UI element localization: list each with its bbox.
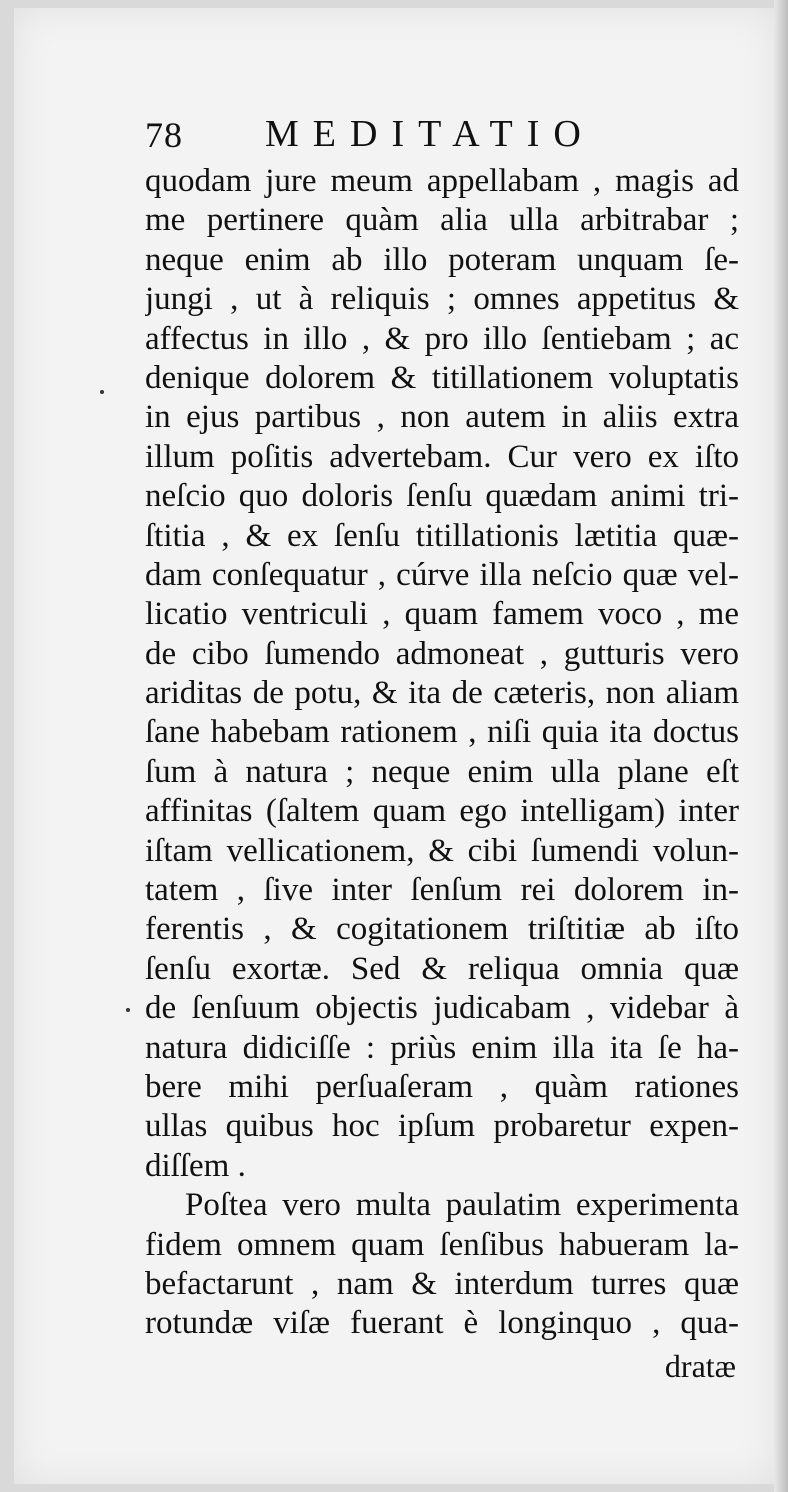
text-line: de ſenſuum objectis judicabam , videbar à (145, 990, 739, 1027)
text-line: ariditas de potu, & ita de cæteris, non aliam (145, 675, 739, 712)
text-line: jungi , ut à reliquis ; omnes appetitus & (145, 281, 739, 318)
body-text (145, 162, 739, 1344)
page-edge-shadow (774, 0, 788, 1492)
margin-speck (126, 1008, 130, 1012)
page-number: 78 (145, 115, 183, 155)
text-line: de cibo ſumendo admoneat , gutturis vero (145, 635, 739, 672)
text-line: ſum à natura ; neque enim ulla plane eſt (145, 753, 739, 790)
text-line: Poſtea vero multa paulatim experimenta (185, 1187, 739, 1224)
text-line: fidem omnem quam ſenſibus habueram la- (145, 1226, 739, 1263)
text-line: me pertinere quàm alia ulla arbitrabar ; (145, 202, 739, 239)
text-line: ferentis , & cogitationem triſtitiæ ab iſto (145, 911, 739, 948)
text-line: natura didiciſſe : priùs enim illa ita ſe ha- (145, 1029, 739, 1066)
text-line: licatio ventriculi , quam famem voco , me (145, 596, 739, 633)
text-line: bere mihi perſuaſeram , quàm rationes (145, 1068, 739, 1105)
catchword: dratæ (664, 1348, 736, 1384)
text-line: neque enim ab illo poteram unquam ſe- (145, 241, 739, 278)
text-line: quodam jure meum appellabam , magis ad (145, 163, 739, 199)
text-line: neſcio quo doloris ſenſu quædam animi tri- (145, 478, 739, 515)
text-line: rotundæ viſæ fuerant è longinquo , qua- (145, 1305, 739, 1342)
paragraph-1 (145, 162, 739, 1186)
text-line: befactarunt , nam & interdum turres quæ (145, 1265, 739, 1302)
text-line: diſſem . (145, 1147, 246, 1184)
text-line: ſtitia , & ex ſenſu titillationis lætitia quæ- (145, 517, 739, 554)
text-line: affectus in illo , & pro illo ſentiebam ; ac (145, 320, 739, 357)
text-line: in ejus partibus , non autem in aliis extra (145, 399, 739, 436)
page-header (145, 110, 705, 160)
text-line: denique dolorem & titillationem voluptatis (145, 359, 739, 396)
running-title: MEDITATIO (265, 113, 595, 155)
text-line: dam conſequatur , cúrve illa neſcio quæ vel- (145, 556, 739, 593)
text-line: affinitas (ſaltem quam ego intelligam) inter (145, 793, 739, 830)
text-line: tatem , ſive inter ſenſum rei dolorem in- (145, 872, 739, 909)
text-line: ſenſu exortæ. Sed & reliqua omnia quæ (145, 950, 739, 987)
text-line: iſtam vellicationem, & cibi ſumendi volun- (145, 832, 739, 869)
paragraph-2 (145, 1186, 739, 1344)
margin-speck (100, 390, 104, 394)
text-line: ullas quibus hoc ipſum probaretur expen- (145, 1108, 739, 1145)
text-line: ſane habebam rationem , niſi quia ita doctus (145, 714, 739, 751)
text-line: illum poſitis advertebam. Cur vero ex iſto (145, 438, 739, 475)
